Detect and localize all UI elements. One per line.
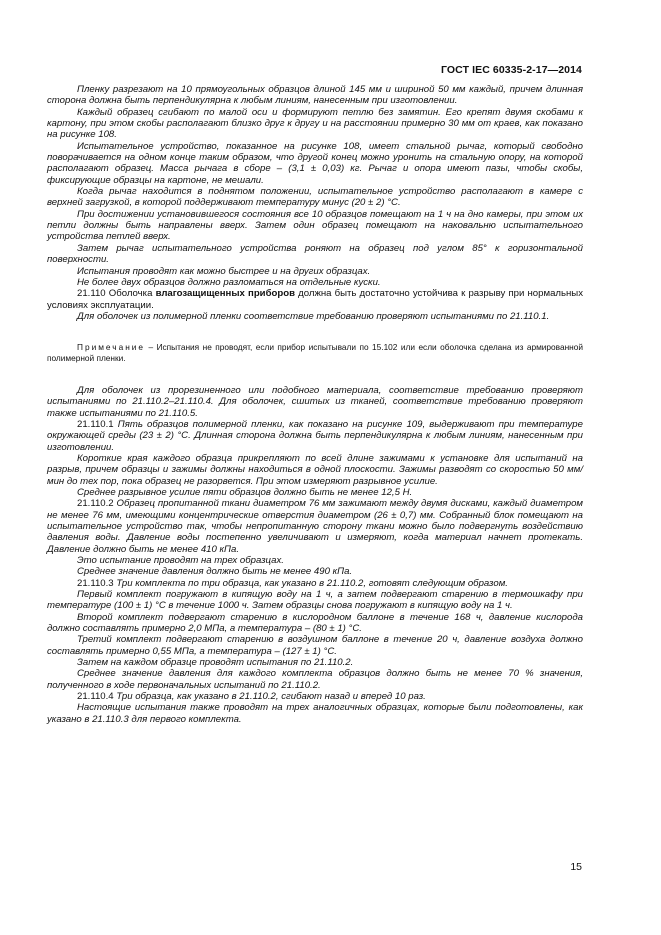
clause-number: 21.110.3 <box>77 577 117 589</box>
paragraph: Затем рычаг испытательного устройства роняют на образец под углом 85° к горизонтальной поверхности. <box>47 242 583 266</box>
clause-number: 21.110.2 <box>77 498 117 510</box>
paragraph: Настоящие испытания также проводят на трех аналогичных образцах, которые были подготовлены, как указано в 21.110.3 для первого комплекта. <box>47 702 583 725</box>
clause-text: Три комплекта по три образца, как указано в 21.110.2, готовят следующим образом. <box>116 577 508 589</box>
paragraph: Короткие края каждого образца прикрепляют по всей длине зажимами к установке для испытаний на разрыв, причем образцы и зажимы должны находиться в одной плоскости. Зажимы разводят со скоростью 50 мм/мин до тех пор, пока образец не разорвется. При этом измеряют разрывное усилие. <box>47 452 583 487</box>
paragraph: Второй комплект подвергают старению в кислородном баллоне в течение 168 ч, давление кислорода должно составлять примерно 2,0 МПа, а температура – (80 ± 1) °С. <box>47 611 583 635</box>
paragraph: Каждый образец сгибают по малой оси и формируют петлю без замятин. Его крепят двумя скобами к картону, при этом скобы располагают близко друг к другу и на расстоянии примерно 30 мм от краев, как показано на рисунке 108. <box>47 106 583 141</box>
paragraph: Испытательное устройство, показанное на рисунке 108, имеет стальной рычаг, который свободно поворачивается на одном конце таким образом, что другой конец можно уронить на стальную опору, на которой располагают образец. Масса рычага в сборе – (3,1 ± 0,03) кг. Рычаг и опора имеют пазы, чтобы скобы, фиксирующие образцы на картоне, не мешали. <box>47 140 583 186</box>
paragraph: Для оболочек из полимерной пленки соответствие требованию проверяют испытаниями по 21.110.1. <box>77 310 550 322</box>
paragraph: Это испытание проводят на трех образцах. <box>77 554 284 566</box>
paragraph: Затем на каждом образце проводят испытания по 21.110.2. <box>77 657 354 669</box>
page-header: ГОСТ IEC 60335-2-17—2014 <box>440 64 582 76</box>
clause-number: 21.110.1 <box>77 418 118 430</box>
clause-number: 21.110.4 <box>77 691 117 703</box>
note-text: – Испытания не проводят, если прибор испытывали по 15.102 или если оболочка сделана из армированной полимерной пленки. <box>47 342 583 363</box>
clause-text: Пять образцов полимерной пленки, как показано на рисунке 109, выдерживают при температуре окружающей среды (23 ± 2) °С. Длинная сторона должна быть перпендикулярна к любым линиям, нанесенным при изготовлении. <box>47 418 583 453</box>
paragraph: Первый комплект погружают в кипящую воду на 1 ч, а затем подвергают старению в термошкафу при температуре (100 ± 1) °С в течение 1000 ч. Затем образцы снова погружают в кипящую воду на 1 ч. <box>47 589 583 612</box>
clause-21-110-4 <box>47 691 583 702</box>
note <box>47 342 583 363</box>
clause-21-110 <box>47 288 583 311</box>
clause-text: Три образца, как указано в 21.110.2, сгибают назад и вперед 10 раз. <box>116 691 426 703</box>
paragraph: Среднее значение давления для каждого комплекта образцов должно быть не менее 70 % значения, полученного в ходе первоначальных испытаний по 21.110.2. <box>47 668 583 691</box>
note-label: Примечание <box>77 342 146 353</box>
paragraph: Пленку разрезают на 10 прямоугольных образцов длиной 145 мм и шириной 50 мм каждый, причем длинная сторона должна быть перпендикулярна к любым линиям, нанесенным при изготовлении. <box>47 84 583 107</box>
paragraph: Испытания проводят как можно быстрее и на других образцах. <box>77 265 371 277</box>
paragraph: Среднее значение давления должно быть не менее 490 кПа. <box>77 566 353 578</box>
document-body <box>47 84 583 725</box>
page-number: 15 <box>570 861 582 873</box>
clause-text: должна быть достаточно устойчива к разрыву при нормальных условиях эксплуатации. <box>47 288 583 311</box>
paragraph: Не более двух образцов должно разломаться на отдельные куски. <box>77 276 381 288</box>
paragraph: Когда рычаг находится в поднятом положении, испытательное устройство располагают в камере с верхней загрузкой, в которой поддерживают температуру минус (20 ± 2) °С. <box>47 186 583 209</box>
clause-21-110-3 <box>47 578 583 589</box>
paragraph: При достижении установившегося состояния все 10 образцов помещают на 1 ч на дно камеры, при этом их петли должны быть направлены вверх. Затем один образец помещают на наковальню испытательного устройства петлей вверх. <box>47 208 583 243</box>
clause-text: 21.110 Оболочка <box>77 288 156 300</box>
clause-bold-term: влагозащищенных приборов <box>155 288 295 300</box>
paragraph: Третий комплект подвергают старению в воздушном баллоне в течение 20 ч, давление воздуха должно составлять примерно 0,55 МПа, а температура – (127 ± 1) °С. <box>47 634 583 657</box>
clause-text: Образец пропитанной ткани диаметром 76 мм зажимают между двумя дисками, каждый диаметром не менее 76 мм, имеющими концентрические отверстия диаметром (26 ± 0,7) мм. Собранный блок помещают на испытательное устройство так, чтобы непропитанную сторону ткани можно было подвергнуть воздействию давления воды. Давление воды постепенно увеличивают и измеряют, когда материал начнет протекать. Давление должно быть не менее 410 кПа. <box>47 498 583 555</box>
clause-21-110-2 <box>47 498 583 555</box>
paragraph: Среднее разрывное усилие пяти образцов должно быть не менее 12,5 Н. <box>77 486 413 498</box>
paragraph: Для оболочек из прорезиненного или подобного материала, соответствие требованию проверяют испытаниями по 21.110.2–21.110.4. Для оболочек, сшитых из тканей, соответствие требованию проверяют также испытаниями по 21.110.5. <box>47 384 583 419</box>
clause-21-110-1 <box>47 419 583 453</box>
